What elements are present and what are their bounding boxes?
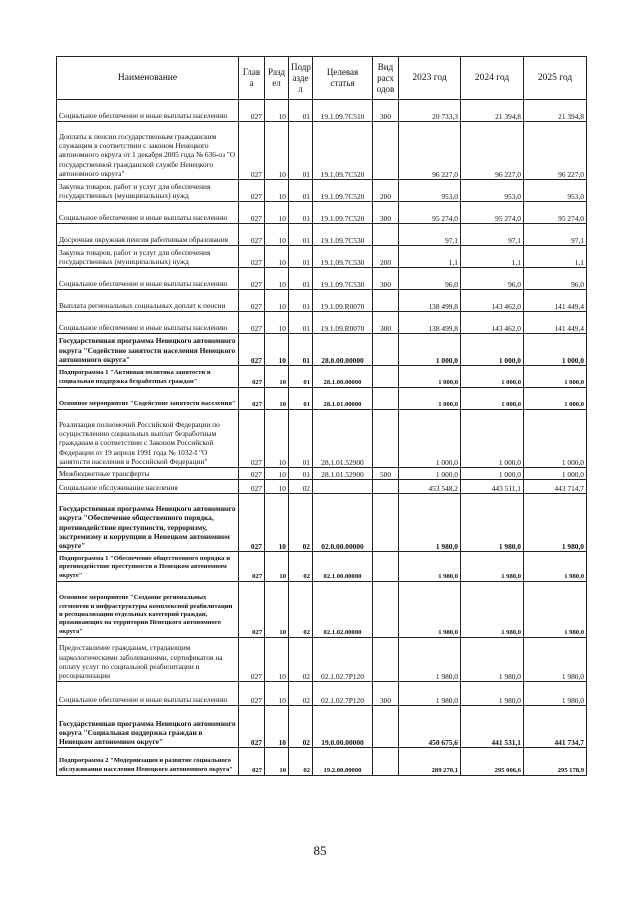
row-amount-2023: 138 499,8 xyxy=(399,290,461,312)
row-vid: 500 xyxy=(373,468,399,480)
table-row xyxy=(57,180,587,202)
row-vid xyxy=(373,366,399,388)
row-podrazdel: 01 xyxy=(289,202,313,224)
row-amount-2023: 1 980,0 xyxy=(399,582,461,638)
row-razdel: 10 xyxy=(265,122,289,180)
row-glava: 027 xyxy=(239,748,265,776)
row-podrazdel: 02 xyxy=(289,480,313,494)
row-amount-2023: 1,1 xyxy=(399,246,461,268)
row-amount-2025: 1 000,0 xyxy=(524,468,587,480)
header-year-2025: 2025 год xyxy=(524,57,587,100)
row-statya: 19.1.09.R0070 xyxy=(313,312,373,334)
row-amount-2025: 1 000,0 xyxy=(524,388,587,410)
row-razdel: 10 xyxy=(265,582,289,638)
row-razdel: 10 xyxy=(265,682,289,706)
row-razdel: 10 xyxy=(265,366,289,388)
row-podrazdel: 02 xyxy=(289,494,313,552)
row-razdel: 10 xyxy=(265,312,289,334)
row-amount-2025: 21 394,8 xyxy=(524,100,587,122)
row-name: Закупка товаров, работ и услуг для обеспечения государственных (муниципальных) нужд xyxy=(57,246,239,268)
row-statya: 28.1.01.52900 xyxy=(313,468,373,480)
row-name: Досрочная окружная пенсия работникам образования xyxy=(57,224,239,246)
row-glava: 027 xyxy=(239,290,265,312)
row-podrazdel: 01 xyxy=(289,334,313,366)
table-row xyxy=(57,312,587,334)
row-name: Подпрограмма 1 "Активная политика занятости и социальная поддержка безработных граждан" xyxy=(57,366,239,388)
table-row xyxy=(57,290,587,312)
row-amount-2025: 141 449,4 xyxy=(524,312,587,334)
row-podrazdel: 01 xyxy=(289,224,313,246)
table-row xyxy=(57,366,587,388)
row-statya: 02.1.02.7Р120 xyxy=(313,638,373,682)
row-amount-2024: 143 462,0 xyxy=(461,312,524,334)
row-vid xyxy=(373,224,399,246)
row-glava: 027 xyxy=(239,706,265,748)
row-amount-2023: 20 733,3 xyxy=(399,100,461,122)
row-razdel: 10 xyxy=(265,246,289,268)
row-podrazdel: 01 xyxy=(289,246,313,268)
row-podrazdel: 01 xyxy=(289,312,313,334)
row-amount-2024: 1 980,0 xyxy=(461,494,524,552)
row-statya: 19.1.09.7С530 xyxy=(313,246,373,268)
row-razdel: 10 xyxy=(265,224,289,246)
row-razdel: 10 xyxy=(265,100,289,122)
row-amount-2023: 96,0 xyxy=(399,268,461,290)
row-statya: 19.1.09.R0070 xyxy=(313,290,373,312)
row-glava: 027 xyxy=(239,180,265,202)
row-amount-2025: 1 980,0 xyxy=(524,682,587,706)
row-amount-2023: 1 000,0 xyxy=(399,366,461,388)
table-row xyxy=(57,468,587,480)
header-year-2024: 2024 год xyxy=(461,57,524,100)
row-vid: 300 xyxy=(373,312,399,334)
row-podrazdel: 01 xyxy=(289,180,313,202)
row-statya: 19.0.00.00000 xyxy=(313,706,373,748)
row-podrazdel: 01 xyxy=(289,268,313,290)
row-amount-2025: 1 980,0 xyxy=(524,582,587,638)
row-amount-2025: 441 734,7 xyxy=(524,706,587,748)
row-glava: 027 xyxy=(239,638,265,682)
row-glava: 027 xyxy=(239,582,265,638)
header-year-2023: 2023 год xyxy=(399,57,461,100)
row-amount-2024: 953,0 xyxy=(461,180,524,202)
row-vid xyxy=(373,638,399,682)
row-name: Государственная программа Ненецкого автономного округа "Содействие занятости населения Ненецкого автономного округа" xyxy=(57,334,239,366)
row-amount-2024: 1 000,0 xyxy=(461,410,524,468)
row-podrazdel: 02 xyxy=(289,682,313,706)
row-glava: 027 xyxy=(239,268,265,290)
row-razdel: 10 xyxy=(265,748,289,776)
row-vid xyxy=(373,748,399,776)
table-row xyxy=(57,552,587,582)
row-amount-2024: 96 227,0 xyxy=(461,122,524,180)
row-amount-2023: 96 227,0 xyxy=(399,122,461,180)
row-amount-2023: 1 980,0 xyxy=(399,638,461,682)
row-razdel: 10 xyxy=(265,410,289,468)
table-row xyxy=(57,388,587,410)
row-vid xyxy=(373,290,399,312)
table-row xyxy=(57,100,587,122)
table-row xyxy=(57,682,587,706)
row-podrazdel: 02 xyxy=(289,748,313,776)
table-row xyxy=(57,334,587,366)
row-vid xyxy=(373,334,399,366)
row-amount-2024: 143 462,0 xyxy=(461,290,524,312)
header-glava: Глав а xyxy=(239,57,265,100)
row-razdel: 10 xyxy=(265,290,289,312)
row-amount-2024: 1,1 xyxy=(461,246,524,268)
table-row xyxy=(57,122,587,180)
row-statya: 28.1.00.00000 xyxy=(313,366,373,388)
row-glava: 027 xyxy=(239,480,265,494)
row-razdel: 10 xyxy=(265,268,289,290)
row-name: Межбюджетные трансферты xyxy=(57,468,239,480)
row-glava: 027 xyxy=(239,682,265,706)
row-razdel: 10 xyxy=(265,202,289,224)
row-name: Закупка товаров, работ и услуг для обеспечения государственных (муниципальных) нужд xyxy=(57,180,239,202)
row-razdel: 10 xyxy=(265,480,289,494)
row-razdel: 10 xyxy=(265,468,289,480)
table-body xyxy=(57,100,587,776)
row-statya: 19.1.09.7С530 xyxy=(313,224,373,246)
row-glava: 027 xyxy=(239,224,265,246)
row-amount-2023: 138 499,8 xyxy=(399,312,461,334)
row-razdel: 10 xyxy=(265,334,289,366)
row-glava: 027 xyxy=(239,334,265,366)
row-statya: 19.1.09.7С520 xyxy=(313,122,373,180)
row-amount-2024: 1 000,0 xyxy=(461,366,524,388)
row-amount-2025: 443 714,7 xyxy=(524,480,587,494)
row-name: Подпрограмма 2 "Модернизация и развитие социального обслуживания населения Ненецкого автономного округа" xyxy=(57,748,239,776)
row-vid: 300 xyxy=(373,682,399,706)
row-amount-2024: 1 000,0 xyxy=(461,468,524,480)
row-name: Реализация полномочий Российской Федерации по осуществлению социальных выплат безработным гражданам в соответствии с Законом Российской Федерации от 19 апреля 1991 года № 1032-I "О занятости населения в Российской Федерации" xyxy=(57,410,239,468)
row-amount-2025: 1 000,0 xyxy=(524,334,587,366)
row-name: Основное мероприятие "Содействие занятости населения" xyxy=(57,388,239,410)
row-name: Доплаты к пенсии государственным гражданским служащим в соответствии с законом Ненецкого автономного округа от 1 декабря 2005 года № 636-оз "О государственной гражданской службе Ненецкого автономного округа" xyxy=(57,122,239,180)
table-row xyxy=(57,202,587,224)
row-podrazdel: 02 xyxy=(289,638,313,682)
row-amount-2023: 450 675,6 xyxy=(399,706,461,748)
row-statya xyxy=(313,480,373,494)
table-row xyxy=(57,480,587,494)
row-statya: 19.2.00.00000 xyxy=(313,748,373,776)
row-name: Государственная программа Ненецкого автономного округа "Социальная поддержка граждан в Ненецком автономном округе" xyxy=(57,706,239,748)
row-amount-2023: 453 548,2 xyxy=(399,480,461,494)
table-row xyxy=(57,748,587,776)
row-podrazdel: 01 xyxy=(289,122,313,180)
row-name: Выплата региональных социальных доплат к пенсии xyxy=(57,290,239,312)
row-statya: 19.1.09.7С510 xyxy=(313,100,373,122)
row-amount-2025: 1 980,0 xyxy=(524,494,587,552)
table-row xyxy=(57,268,587,290)
row-amount-2023: 1 980,0 xyxy=(399,494,461,552)
row-amount-2025: 97,1 xyxy=(524,224,587,246)
page-number: 85 xyxy=(313,843,327,858)
row-razdel: 10 xyxy=(265,552,289,582)
row-amount-2023: 97,1 xyxy=(399,224,461,246)
row-name: Социальное обслуживание населения xyxy=(57,480,239,494)
row-vid xyxy=(373,552,399,582)
row-glava: 027 xyxy=(239,494,265,552)
row-amount-2024: 1 980,0 xyxy=(461,638,524,682)
row-amount-2024: 1 980,0 xyxy=(461,552,524,582)
row-amount-2025: 95 274,0 xyxy=(524,202,587,224)
row-name: Государственная программа Ненецкого автономного округа "Обеспечение общественного порядка, противодействие преступности, терроризму, экстремизму и коррупции в Ненецком автономном округе" xyxy=(57,494,239,552)
row-razdel: 10 xyxy=(265,388,289,410)
row-vid xyxy=(373,410,399,468)
row-podrazdel: 01 xyxy=(289,100,313,122)
row-amount-2025: 1 980,0 xyxy=(524,638,587,682)
row-amount-2024: 96,0 xyxy=(461,268,524,290)
row-razdel: 10 xyxy=(265,180,289,202)
row-podrazdel: 02 xyxy=(289,706,313,748)
row-glava: 027 xyxy=(239,366,265,388)
row-amount-2025: 295 178,9 xyxy=(524,748,587,776)
header-vid: Вид расх одов xyxy=(373,57,399,100)
row-amount-2023: 1 000,0 xyxy=(399,334,461,366)
table-header-row xyxy=(57,57,587,100)
budget-table xyxy=(56,56,587,776)
row-podrazdel: 01 xyxy=(289,290,313,312)
row-vid: 300 xyxy=(373,268,399,290)
row-amount-2025: 1 000,0 xyxy=(524,366,587,388)
row-amount-2023: 1 000,0 xyxy=(399,468,461,480)
row-glava: 027 xyxy=(239,468,265,480)
row-vid xyxy=(373,122,399,180)
table-row xyxy=(57,224,587,246)
row-amount-2023: 289 270,1 xyxy=(399,748,461,776)
row-amount-2024: 1 980,0 xyxy=(461,582,524,638)
row-amount-2023: 95 274,0 xyxy=(399,202,461,224)
table-row xyxy=(57,582,587,638)
row-razdel: 10 xyxy=(265,638,289,682)
row-statya: 28.1.01.00000 xyxy=(313,388,373,410)
table-row xyxy=(57,706,587,748)
row-glava: 027 xyxy=(239,122,265,180)
table-row xyxy=(57,246,587,268)
row-statya: 02.1.02.00000 xyxy=(313,582,373,638)
header-name: Наименование xyxy=(57,57,239,100)
row-razdel: 10 xyxy=(265,706,289,748)
row-amount-2025: 1,1 xyxy=(524,246,587,268)
table-row xyxy=(57,410,587,468)
row-amount-2023: 1 000,0 xyxy=(399,410,461,468)
row-glava: 027 xyxy=(239,100,265,122)
row-name: Предоставление гражданам, страдающим наркологическими заболеваниями, сертификатов на оплату услуг по социальной реабилитации и ресоциализации xyxy=(57,638,239,682)
row-podrazdel: 02 xyxy=(289,582,313,638)
row-amount-2025: 141 449,4 xyxy=(524,290,587,312)
row-statya: 28.1.01.52900 xyxy=(313,410,373,468)
row-amount-2025: 96,0 xyxy=(524,268,587,290)
row-vid xyxy=(373,582,399,638)
header-podrazdel: Подр азде л xyxy=(289,57,313,100)
row-name: Основное мероприятие "Создание региональных сегментов и инфраструктуры комплексной реабилитации и ресоциализации отдельных категорий граждан, проживающих на территории Ненецкого автономного округа" xyxy=(57,582,239,638)
row-glava: 027 xyxy=(239,552,265,582)
row-vid xyxy=(373,494,399,552)
table-row xyxy=(57,638,587,682)
row-podrazdel: 01 xyxy=(289,388,313,410)
row-statya: 19.1.09.7С520 xyxy=(313,180,373,202)
row-podrazdel: 01 xyxy=(289,410,313,468)
row-amount-2023: 953,0 xyxy=(399,180,461,202)
row-statya: 19.1.09.7С520 xyxy=(313,202,373,224)
row-name: Социальное обеспечение и иные выплаты населению xyxy=(57,100,239,122)
row-amount-2024: 97,1 xyxy=(461,224,524,246)
row-statya: 19.1.09.7С530 xyxy=(313,268,373,290)
row-vid xyxy=(373,388,399,410)
row-name: Социальное обеспечение и иные выплаты населению xyxy=(57,268,239,290)
row-amount-2024: 21 394,8 xyxy=(461,100,524,122)
header-statya: Целевая статья xyxy=(313,57,373,100)
row-glava: 027 xyxy=(239,312,265,334)
row-amount-2024: 1 000,0 xyxy=(461,388,524,410)
budget-table-sheet xyxy=(56,56,586,776)
row-vid: 300 xyxy=(373,202,399,224)
row-glava: 027 xyxy=(239,202,265,224)
row-amount-2024: 95 274,0 xyxy=(461,202,524,224)
row-amount-2025: 953,0 xyxy=(524,180,587,202)
row-podrazdel: 02 xyxy=(289,552,313,582)
row-name: Социальное обеспечение и иные выплаты населению xyxy=(57,202,239,224)
row-amount-2024: 441 531,1 xyxy=(461,706,524,748)
row-amount-2025: 1 000,0 xyxy=(524,410,587,468)
row-statya: 02.1.00.00000 xyxy=(313,552,373,582)
row-amount-2024: 295 006,6 xyxy=(461,748,524,776)
row-amount-2025: 1 980,0 xyxy=(524,552,587,582)
row-podrazdel: 01 xyxy=(289,468,313,480)
row-vid xyxy=(373,706,399,748)
row-vid: 300 xyxy=(373,100,399,122)
row-amount-2023: 1 980,0 xyxy=(399,552,461,582)
row-amount-2024: 443 511,1 xyxy=(461,480,524,494)
row-vid xyxy=(373,480,399,494)
row-name: Подпрограмма 1 "Обеспечение общественного порядка и противодействие преступности в Ненецком автономном округе" xyxy=(57,552,239,582)
header-razdel: Разд ел xyxy=(265,57,289,100)
row-amount-2024: 1 980,0 xyxy=(461,682,524,706)
row-statya: 02.0.00.00000 xyxy=(313,494,373,552)
row-podrazdel: 01 xyxy=(289,366,313,388)
row-amount-2025: 96 227,0 xyxy=(524,122,587,180)
row-statya: 02.1.02.7Р120 xyxy=(313,682,373,706)
row-amount-2023: 1 980,0 xyxy=(399,682,461,706)
row-name: Социальное обеспечение и иные выплаты населению xyxy=(57,682,239,706)
row-glava: 027 xyxy=(239,246,265,268)
row-name: Социальное обеспечение и иные выплаты населению xyxy=(57,312,239,334)
row-statya: 28.0.00.00000 xyxy=(313,334,373,366)
row-glava: 027 xyxy=(239,410,265,468)
row-razdel: 10 xyxy=(265,494,289,552)
row-glava: 027 xyxy=(239,388,265,410)
row-vid: 200 xyxy=(373,246,399,268)
row-amount-2023: 1 000,0 xyxy=(399,388,461,410)
table-row xyxy=(57,494,587,552)
row-amount-2024: 1 000,0 xyxy=(461,334,524,366)
row-vid: 200 xyxy=(373,180,399,202)
